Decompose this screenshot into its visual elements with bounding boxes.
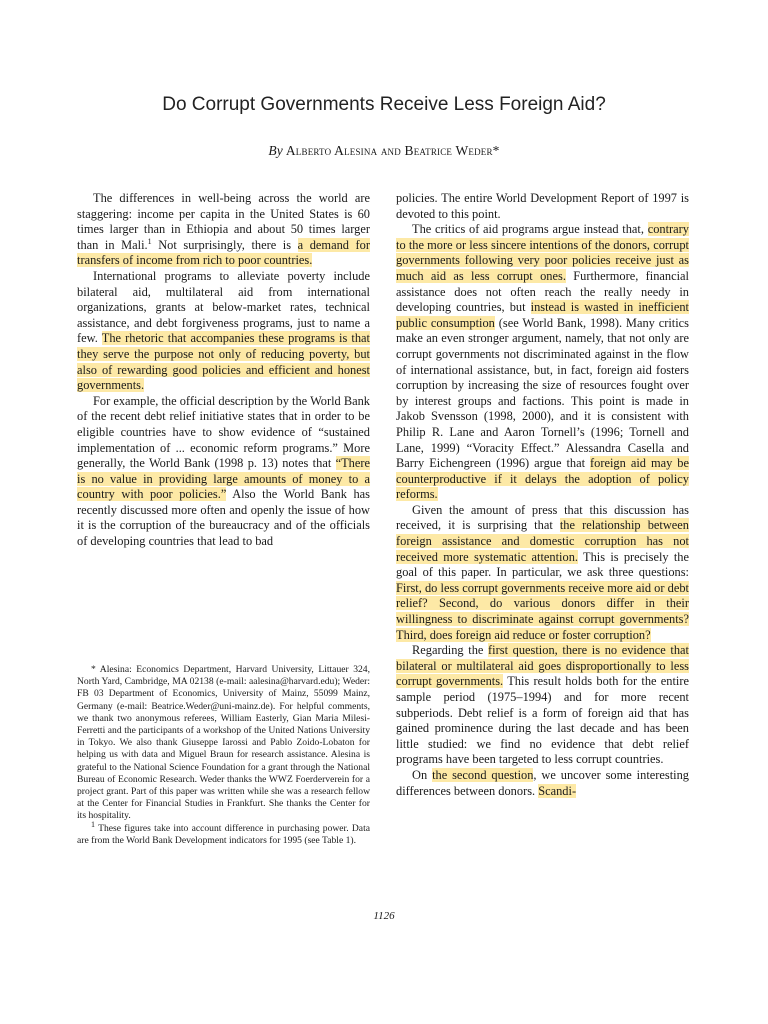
- highlight: contrary to the more or less sincere intentions of the donors, corrupt governments following very poor policies receive just as much aid as less corrupt ones.: [396, 222, 689, 283]
- highlight: first question, there is no evidence that bilateral or multilateral aid goes disproportionally to less corrupt governments.: [396, 643, 689, 689]
- highlight: a demand for transfers of income from rich to poor countries.: [77, 237, 370, 268]
- highlight: The rhetoric that accompanies these programs is that they serve the purpose not only of reducing poverty, but also of rewarding good policies and efficient and honest governments.: [77, 331, 370, 393]
- text-run: On: [412, 767, 433, 782]
- highlight: the second question: [432, 767, 534, 782]
- byline-authors: Alberto Alesina and Beatrice Weder*: [285, 143, 500, 158]
- text-run: These figures take into account difference in purchasing power. Data are from the World Bank Development indicators for 1995 (see Table 1).: [77, 822, 370, 846]
- paragraph: [396, 643, 689, 768]
- highlight: the relationship between foreign assistance and domestic corruption has not received more systematic attention.: [396, 518, 689, 564]
- footnotes: [77, 664, 370, 847]
- author-footnote: * Alesina: Economics Department, Harvard University, Littauer 324, North Yard, Cambridge, MA 02138 (e-mail: aalesina@harvard.edu); Weder: FB 03 Department of Economics, University of Mainz, 55099 Mainz, Germany (e-mail: Beatrice.Weder@uni-mainz.de). For helpful comments, we thank two anonymous referees, William Easterly, Gian Maria Milesi-Ferretti and the participants of a workshop of the United Nations University in Tokyo. We also thank Giuseppe Iarossi and Pablo Zoido-Lobaton for helping us with data and Miguel Braun for research assistance. Alesina is grateful to the National Science Foundation for a grant through the National Bureau of Economic Research. Weder thanks the WWZ Foerderverein for a project grant. Part of this paper was written while she was a research fellow at the Center for Financial Studies in Frankfurt. She thanks the Center for its hospitality.: [77, 664, 370, 822]
- text-run: For example, the official description by the World Bank of the recent debt relief initiative states that in order to be eligible countries have to show evidence of “sustained implementation of ... economic reform programs.” More generally, the World Bank (1998 p. 13) notes that: [77, 393, 370, 471]
- highlight: “There is no value in providing large amounts of money to a country with poor policies.”: [77, 456, 370, 502]
- highlight: foreign aid may be counterproductive if it delays the adoption of policy reforms.: [396, 456, 689, 502]
- text-run: The differences in well-being across the world are staggering: income per capita in the United States is 60 times larger than in Ethiopia and about 50 times larger than in Mali.: [77, 191, 370, 252]
- text-run: This is precisely the goal of this paper. In particular, we ask three questions:: [396, 549, 689, 580]
- text-run: policies. The entire World Development Report of 1997 is devoted to this point.: [396, 191, 689, 221]
- text-run: (see World Bank, 1998). Many critics make an even stronger argument, namely, that not only are corrupt governments not discriminated against in the flow of international assistance, but, in fact, foreign aid fosters corruption by increasing the size of resources fought over by interest groups and factions. This point is made in Jakob Svensson (1998, 2000), and it is consistent with Philip R. Lane and Aaron Tornell’s (1996; Tornell and Lane, 1999) “Voracity Effect.” Alessandra Casella and Barry Eichengreen (1996) argue that: [396, 315, 689, 471]
- highlight: First, do less corrupt governments receive more aid or debt relief? Second, do various donors differ in their willingness to discriminate against corrupt governments? Third, does foreign aid reduce or foster corruption?: [396, 580, 689, 642]
- left-column: [77, 191, 370, 550]
- byline-by: By: [268, 143, 283, 158]
- paragraph: [396, 768, 689, 799]
- text-run: This result holds both for the entire sample period (1975–1994) and for more recent subperiods. Debt relief is a form of foreign aid that has gained prominence during the last decade and has been little studied: we find no evidence that debt relief programs have been targeted to less corrupt countries.: [396, 674, 690, 767]
- footnote-1: [77, 819, 370, 847]
- right-column: [396, 191, 689, 799]
- text-run: The critics of aid programs argue instead that,: [412, 222, 648, 237]
- text-run: Regarding the: [412, 643, 489, 658]
- text-run: , we uncover some interesting differences between donors.: [396, 767, 689, 798]
- highlight: Scandi-: [538, 783, 577, 798]
- byline: [0, 143, 768, 159]
- text-run: Furthermore, financial assistance does not often reach the really needy in developing countries, but: [396, 268, 689, 315]
- paragraph: [77, 191, 370, 269]
- paper-title: Do Corrupt Governments Receive Less Foreign Aid?: [162, 94, 606, 115]
- page-number: 1126: [373, 910, 395, 922]
- paragraph: [396, 503, 689, 643]
- footnote-mark: 1: [91, 819, 95, 829]
- highlight: instead is wasted in inefficient public consumption: [396, 300, 690, 330]
- paragraph: [396, 191, 689, 222]
- paragraph: [396, 222, 689, 503]
- text-run: Not surprisingly, there is: [151, 237, 298, 252]
- text-run: Also the World Bank has recently discussed more often and openly the issue of how it is the corruption of the bureaucracy and of the officials of developing countries that lead to bad: [77, 487, 370, 549]
- text-run: Given the amount of press that this discussion has received, it is surprising that: [396, 502, 689, 533]
- paragraph: [77, 394, 370, 550]
- text-run: International programs to alleviate poverty include bilateral aid, multilateral aid from international organizations, grants at below-market rates, technical assistance, and debt forgiveness programs, just to name a few.: [77, 268, 370, 346]
- footnote-ref[interactable]: 1: [147, 236, 152, 246]
- paragraph: [77, 269, 370, 394]
